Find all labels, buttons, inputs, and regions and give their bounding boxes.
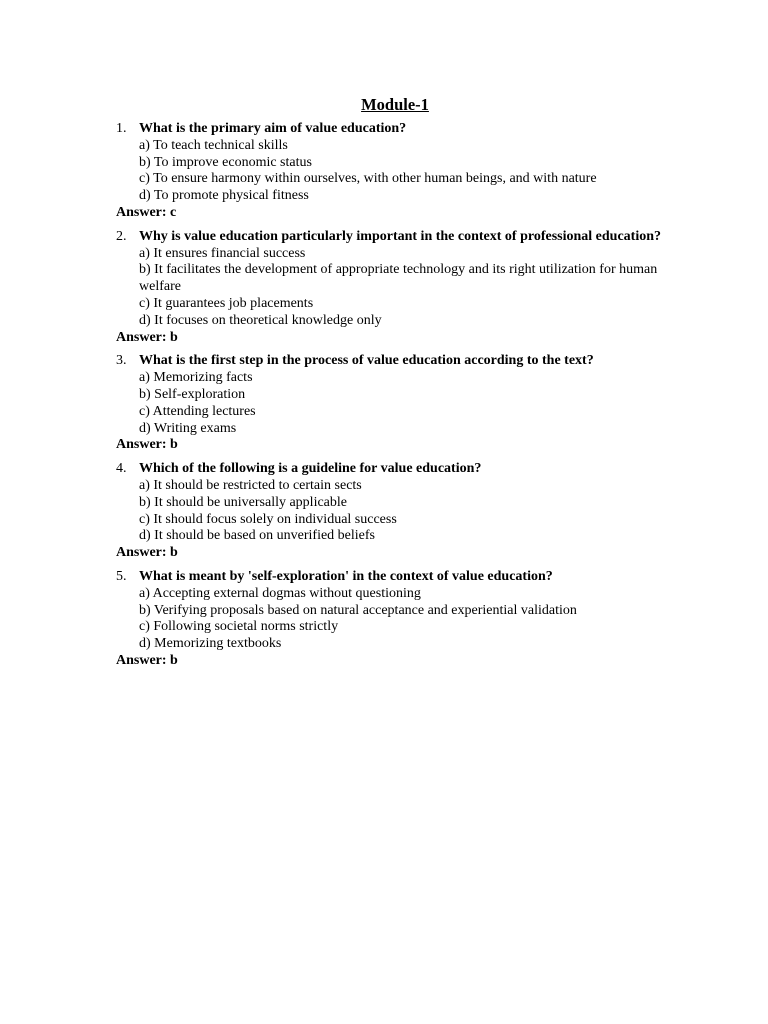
question-header	[116, 569, 676, 586]
option-c: c) Following societal norms strictly	[139, 619, 339, 635]
question-header	[116, 229, 676, 246]
option-a: a) Memorizing facts	[139, 370, 253, 386]
question-1	[116, 121, 676, 222]
answer-line: Answer: b	[116, 545, 178, 561]
option-b: b) Self-exploration	[139, 386, 246, 402]
option-d: d) Memorizing textbooks	[139, 636, 282, 652]
question-list	[116, 121, 676, 677]
question-number: 3.	[116, 353, 127, 369]
option-d: d) Writing exams	[139, 420, 237, 436]
option-a: a) It should be restricted to certain sects	[139, 477, 362, 493]
option-c: c) Attending lectures	[139, 403, 256, 419]
question-text: What is the first step in the process of value education according to the text?	[139, 353, 594, 369]
option-d: d) It focuses on theoretical knowledge only	[139, 312, 382, 328]
question-header	[116, 121, 676, 138]
option-b: b) It facilitates the development of appropriate technology and its right utilization for human welfare	[139, 262, 658, 295]
question-4	[116, 461, 676, 562]
question-text: Why is value education particularly important in the context of professional education?	[139, 228, 662, 244]
answer-line: Answer: c	[116, 204, 177, 220]
option-b: b) To improve economic status	[139, 154, 312, 170]
question-2	[116, 229, 676, 347]
option-list	[116, 478, 676, 545]
option-c: c) It guarantees job placements	[139, 295, 314, 311]
option-a: a) It ensures financial success	[139, 245, 306, 261]
question-text: What is meant by 'self-exploration' in the context of value education?	[139, 568, 553, 584]
option-b: b) Verifying proposals based on natural acceptance and experiential validation	[139, 602, 577, 618]
answer-line: Answer: b	[116, 437, 178, 453]
question-5	[116, 569, 676, 670]
option-list	[116, 138, 676, 205]
answer-line: Answer: b	[116, 652, 178, 668]
question-number: 5.	[116, 568, 127, 584]
question-number: 1.	[116, 121, 127, 136]
question-header	[116, 353, 676, 370]
question-text: What is the primary aim of value education?	[139, 121, 407, 136]
option-c: c) To ensure harmony within ourselves, with other human beings, and with nature	[139, 171, 597, 187]
option-d: d) It should be based on unverified beliefs	[139, 528, 375, 544]
option-d: d) To promote physical fitness	[139, 188, 309, 204]
option-list	[116, 246, 676, 330]
question-header	[116, 461, 676, 478]
option-b: b) It should be universally applicable	[139, 494, 347, 510]
answer-line: Answer: b	[116, 329, 178, 345]
question-number: 2.	[116, 228, 127, 244]
option-a: a) Accepting external dogmas without questioning	[139, 585, 421, 601]
question-text: Which of the following is a guideline for value education?	[139, 461, 482, 477]
page-title: Module-1	[361, 95, 429, 114]
option-list	[116, 370, 676, 437]
question-number: 4.	[116, 461, 127, 477]
option-a: a) To teach technical skills	[139, 137, 288, 153]
option-list	[116, 586, 676, 653]
option-c: c) It should focus solely on individual success	[139, 511, 397, 527]
question-3	[116, 353, 676, 454]
